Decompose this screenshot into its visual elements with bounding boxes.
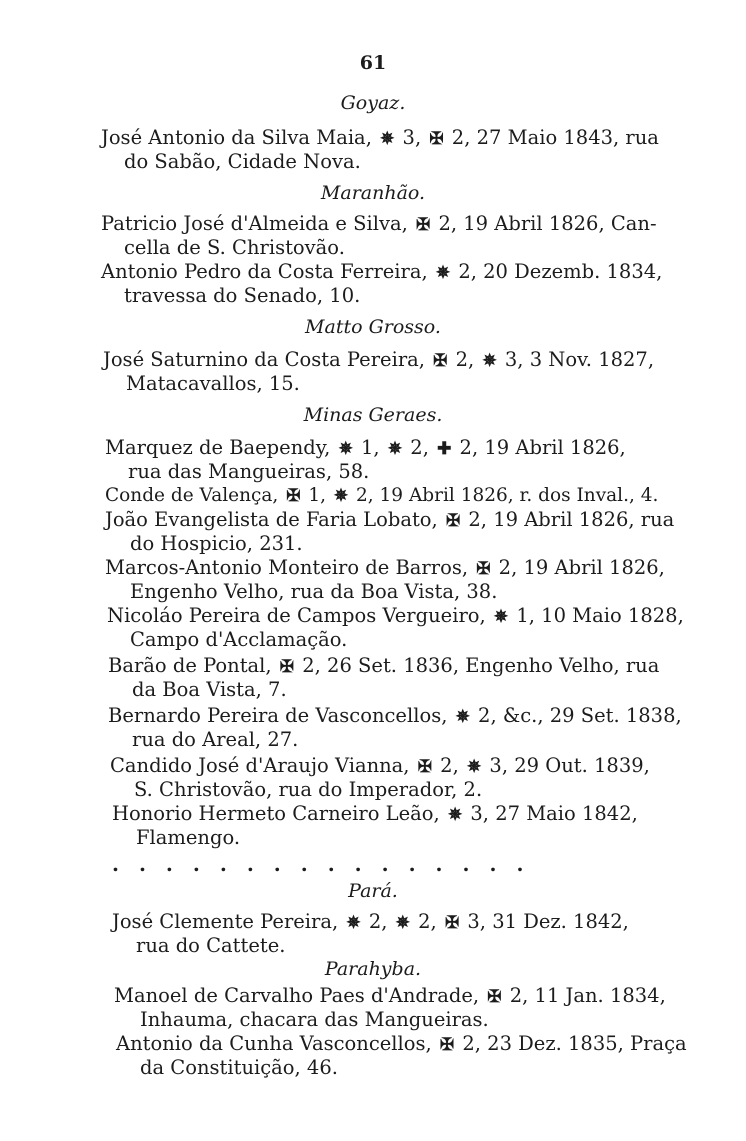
order-star-icon: ✵ [493, 607, 509, 627]
heading-maranhao: Maranhão. [320, 182, 426, 204]
order-cross-icon: ✠ [429, 129, 444, 149]
entry-line: Engenho Velho, rua da Boa Vista, 38. [130, 580, 498, 603]
entry-line: José Clemente Pereira, ✵ 2, ✵ 2, ✠ 3, 31 Dez. 1842, [112, 910, 629, 933]
entry-line: Manoel de Carvalho Paes d'Andrade, ✠ 2, 11 Jan. 1834, [114, 984, 666, 1007]
entry-line: rua do Areal, 27. [132, 728, 299, 751]
entry-line: Bernardo Pereira de Vasconcellos, ✵ 2, &c., 29 Set. 1838, [108, 704, 682, 727]
entry-line: Honorio Hermeto Carneiro Leão, ✵ 3, 27 Maio 1842, [112, 802, 638, 825]
order-cross-icon: ✠ [286, 486, 301, 506]
heading-para: Pará. [348, 880, 398, 902]
order-cross-icon: ✠ [476, 559, 491, 579]
heading-matto-grosso: Matto Grosso. [305, 316, 441, 338]
order-star-icon: ✵ [338, 439, 353, 459]
order-cross-icon: ✠ [444, 913, 460, 933]
entry-line: Antonio da Cunha Vasconcellos, ✠ 2, 23 Dez. 1835, Praça [116, 1032, 687, 1055]
order-star-icon: ✵ [387, 439, 403, 459]
order-cross-icon: ✠ [445, 511, 461, 531]
entry-line: do Hospicio, 231. [130, 532, 303, 555]
entry-line: Inhauma, chacara das Mangueiras. [140, 1008, 489, 1031]
order-star-icon: ✵ [395, 913, 410, 933]
order-star-icon: ✵ [435, 263, 451, 283]
entry-line: Flamengo. [136, 826, 241, 849]
order-cross-icon: ✠ [416, 215, 431, 235]
order-star-icon: ✵ [466, 757, 482, 777]
entry-line: Marcos-Antonio Monteiro de Barros, ✠ 2, 19 Abril 1826, [105, 556, 665, 579]
entry-line: Campo d'Acclamação. [130, 628, 348, 651]
order-cross-icon: ✠ [439, 1035, 455, 1055]
entry-line: Barão de Pontal, ✠ 2, 26 Set. 1836, Engenho Velho, rua [108, 654, 660, 677]
heading-goyaz: Goyaz. [340, 92, 406, 114]
entry-line: Antonio Pedro da Costa Ferreira, ✵ 2, 20 Dezemb. 1834, [101, 260, 663, 283]
order-star-icon: ✵ [447, 805, 463, 825]
entry-line: da Constituição, 46. [140, 1056, 338, 1079]
order-cross-icon: ✚ [437, 439, 452, 459]
entry-line: José Saturnino da Costa Pereira, ✠ 2, ✵ 3, 3 Nov. 1827, [103, 348, 655, 371]
entry-line: rua das Mangueiras, 58. [128, 460, 370, 483]
heading-parahyba: Parahyba. [324, 958, 422, 980]
order-star-icon: ✵ [346, 913, 361, 933]
order-star-icon: ✵ [333, 486, 349, 506]
entry-line: José Antonio da Silva Maia, ✵ 3, ✠ 2, 27 Maio 1843, rua [101, 126, 659, 149]
heading-minas-geraes: Minas Geraes. [303, 404, 443, 426]
entry-line: João Evangelista de Faria Lobato, ✠ 2, 19 Abril 1826, rua [105, 508, 675, 531]
entry-line: Candido José d'Araujo Vianna, ✠ 2, ✵ 3, 29 Out. 1839, [110, 754, 650, 777]
entry-line: Patricio José d'Almeida e Silva, ✠ 2, 19 Abril 1826, Can- [101, 212, 657, 235]
order-cross-icon: ✠ [433, 351, 448, 371]
order-cross-icon: ✠ [279, 657, 295, 677]
order-star-icon: ✵ [482, 351, 497, 371]
entry-line: cella de S. Christovão. [124, 236, 345, 259]
entry-line: Marquez de Baependy, ✵ 1, ✵ 2, ✚ 2, 19 Abril 1826, [105, 436, 626, 459]
entry-line: da Boa Vista, 7. [132, 678, 287, 701]
entry-line: travessa do Senado, 10. [124, 284, 361, 307]
page-number: 61 [359, 52, 387, 74]
order-star-icon: ✵ [455, 707, 470, 727]
separator-dots: ................ [112, 852, 544, 876]
order-star-icon: ✵ [380, 129, 395, 149]
entry-line: rua do Cattete. [136, 934, 286, 957]
entry-line: S. Christovão, rua do Imperador, 2. [134, 778, 483, 801]
entry-line: do Sabão, Cidade Nova. [124, 150, 361, 173]
entry-line: Conde de Valença, ✠ 1, ✵ 2, 19 Abril 1826, r. dos Inval., 4. [105, 485, 659, 506]
entry-line: Nicoláo Pereira de Campos Vergueiro, ✵ 1, 10 Maio 1828, [107, 604, 684, 627]
order-cross-icon: ✠ [487, 987, 502, 1007]
entry-line: Matacavallos, 15. [126, 372, 300, 395]
order-cross-icon: ✠ [417, 757, 432, 777]
